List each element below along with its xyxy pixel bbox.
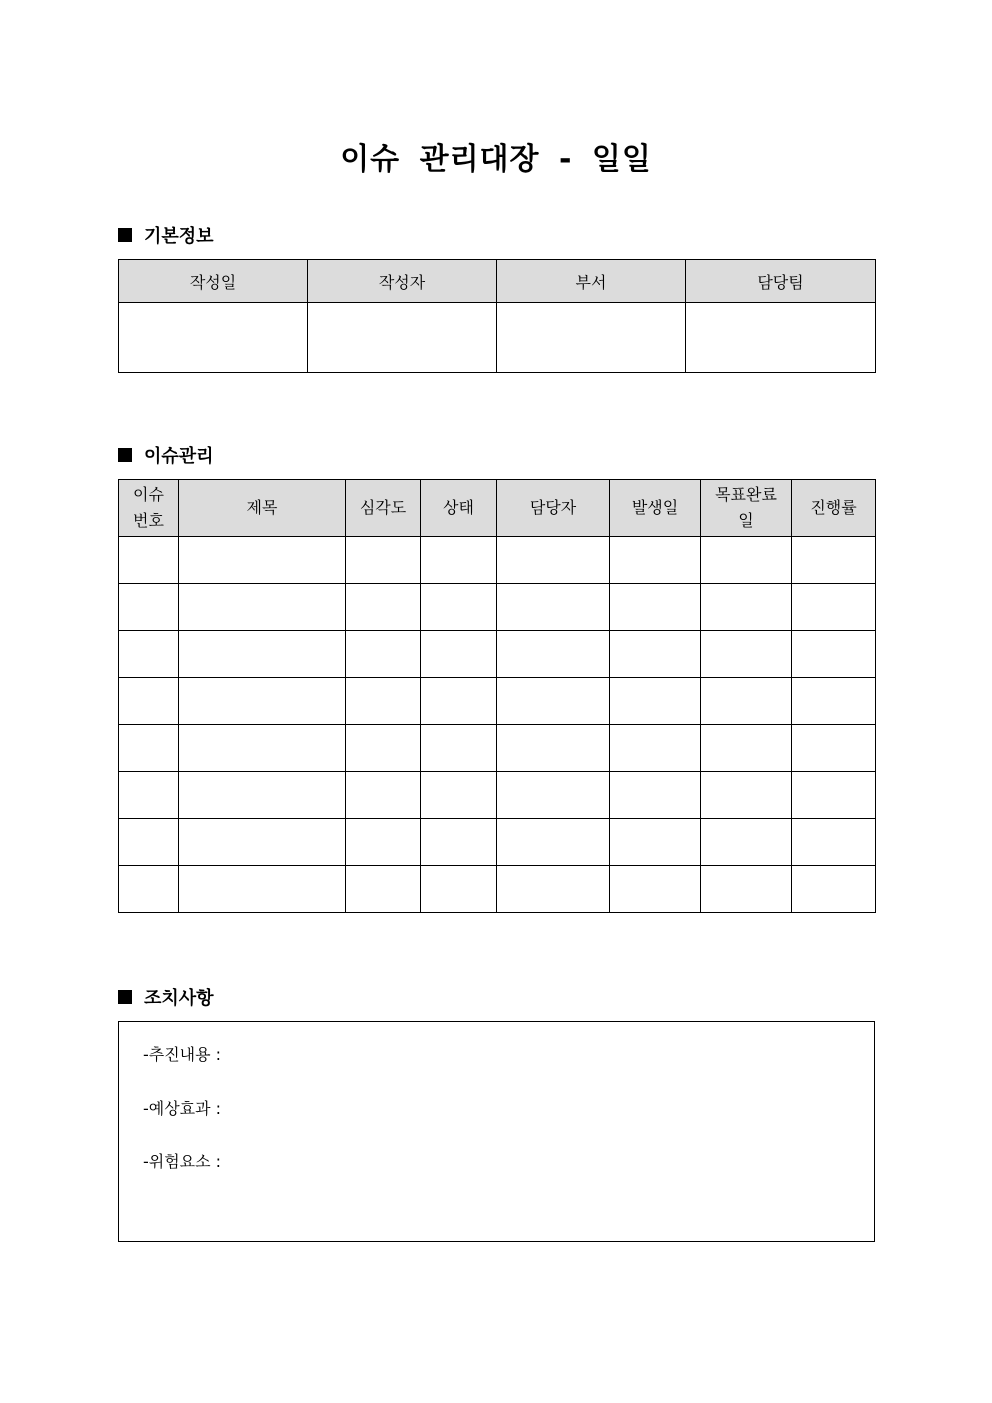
issue-table-body: [119, 537, 876, 913]
table-cell[interactable]: [346, 631, 421, 678]
department-cell[interactable]: [497, 303, 686, 373]
table-cell[interactable]: [179, 725, 346, 772]
table-cell[interactable]: [497, 631, 610, 678]
table-cell[interactable]: [792, 725, 876, 772]
table-cell[interactable]: [701, 584, 792, 631]
table-row: [119, 725, 876, 772]
header-date: 작성일: [119, 260, 308, 303]
header-author: 작성자: [308, 260, 497, 303]
table-cell[interactable]: [701, 631, 792, 678]
header-team: 담당팀: [686, 260, 876, 303]
table-cell[interactable]: [497, 584, 610, 631]
table-cell[interactable]: [792, 819, 876, 866]
table-cell[interactable]: [421, 537, 497, 584]
table-row: [119, 866, 876, 913]
header-severity: 심각도: [346, 480, 421, 537]
header-assignee: 담당자: [497, 480, 610, 537]
table-cell[interactable]: [346, 866, 421, 913]
author-cell[interactable]: [308, 303, 497, 373]
header-occurred: 발생일: [610, 480, 701, 537]
table-cell[interactable]: [179, 866, 346, 913]
table-cell[interactable]: [421, 772, 497, 819]
table-cell[interactable]: [497, 819, 610, 866]
header-subject: 제목: [179, 480, 346, 537]
square-bullet-icon: [118, 228, 132, 242]
table-row: [119, 678, 876, 725]
table-cell[interactable]: [792, 584, 876, 631]
table-cell[interactable]: [792, 631, 876, 678]
date-cell[interactable]: [119, 303, 308, 373]
table-cell[interactable]: [610, 631, 701, 678]
page-title: 이슈 관리대장 - 일일: [340, 142, 652, 177]
header-target-date: 목표완료 일: [701, 480, 792, 537]
table-cell[interactable]: [701, 537, 792, 584]
table-row: [119, 631, 876, 678]
table-cell[interactable]: [497, 537, 610, 584]
table-cell[interactable]: [179, 537, 346, 584]
table-cell[interactable]: [610, 819, 701, 866]
table-cell[interactable]: [119, 725, 179, 772]
table-cell[interactable]: [701, 678, 792, 725]
basic-info-table: [118, 259, 876, 373]
table-cell[interactable]: [119, 772, 179, 819]
table-cell[interactable]: [421, 631, 497, 678]
header-department: 부서: [497, 260, 686, 303]
table-cell[interactable]: [497, 866, 610, 913]
header-progress: 진행률: [792, 480, 876, 537]
table-cell[interactable]: [346, 678, 421, 725]
team-cell[interactable]: [686, 303, 876, 373]
table-cell[interactable]: [610, 584, 701, 631]
square-bullet-icon: [118, 990, 132, 1004]
table-cell[interactable]: [346, 725, 421, 772]
table-cell[interactable]: [119, 866, 179, 913]
table-cell[interactable]: [497, 678, 610, 725]
issue-table: [118, 479, 876, 913]
table-cell[interactable]: [346, 537, 421, 584]
table-cell[interactable]: [179, 772, 346, 819]
table-cell[interactable]: [610, 537, 701, 584]
table-cell[interactable]: [701, 866, 792, 913]
action-line-progress: -추진내용 :: [143, 1045, 222, 1064]
table-cell[interactable]: [792, 772, 876, 819]
table-cell[interactable]: [792, 866, 876, 913]
table-cell[interactable]: [119, 631, 179, 678]
section-basic-label: 기본정보: [144, 226, 214, 247]
table-cell[interactable]: [792, 537, 876, 584]
section-issues-heading: [118, 442, 214, 468]
table-cell[interactable]: [610, 866, 701, 913]
section-basic-heading: [118, 222, 214, 248]
table-cell[interactable]: [119, 678, 179, 725]
table-cell[interactable]: [119, 819, 179, 866]
table-cell[interactable]: [179, 631, 346, 678]
table-cell[interactable]: [346, 584, 421, 631]
table-cell[interactable]: [119, 537, 179, 584]
table-cell[interactable]: [346, 772, 421, 819]
table-cell[interactable]: [346, 819, 421, 866]
table-row: [119, 772, 876, 819]
square-bullet-icon: [118, 448, 132, 462]
table-row: [119, 537, 876, 584]
table-cell[interactable]: [610, 678, 701, 725]
table-cell[interactable]: [421, 678, 497, 725]
table-cell[interactable]: [421, 725, 497, 772]
actions-box[interactable]: [118, 1021, 875, 1242]
section-actions-heading: [118, 984, 214, 1010]
table-cell[interactable]: [179, 819, 346, 866]
section-actions-label: 조치사항: [144, 988, 214, 1009]
table-cell[interactable]: [610, 725, 701, 772]
table-row: [119, 584, 876, 631]
table-cell[interactable]: [179, 584, 346, 631]
table-cell[interactable]: [497, 725, 610, 772]
section-issues-label: 이슈관리: [144, 446, 214, 467]
header-issue-no: 이슈 번호: [119, 480, 179, 537]
action-line-effect: -예상효과 :: [143, 1099, 222, 1118]
table-cell[interactable]: [119, 584, 179, 631]
table-cell[interactable]: [421, 584, 497, 631]
table-cell[interactable]: [701, 819, 792, 866]
table-row: [119, 819, 876, 866]
table-cell[interactable]: [179, 678, 346, 725]
table-cell[interactable]: [421, 819, 497, 866]
table-cell[interactable]: [610, 772, 701, 819]
table-cell[interactable]: [701, 725, 792, 772]
header-status: 상태: [421, 480, 497, 537]
issue-header-row: [119, 480, 876, 537]
table-cell[interactable]: [421, 866, 497, 913]
table-cell[interactable]: [701, 772, 792, 819]
table-cell[interactable]: [792, 678, 876, 725]
table-cell[interactable]: [497, 772, 610, 819]
action-line-risk: -위험요소 :: [143, 1152, 222, 1171]
